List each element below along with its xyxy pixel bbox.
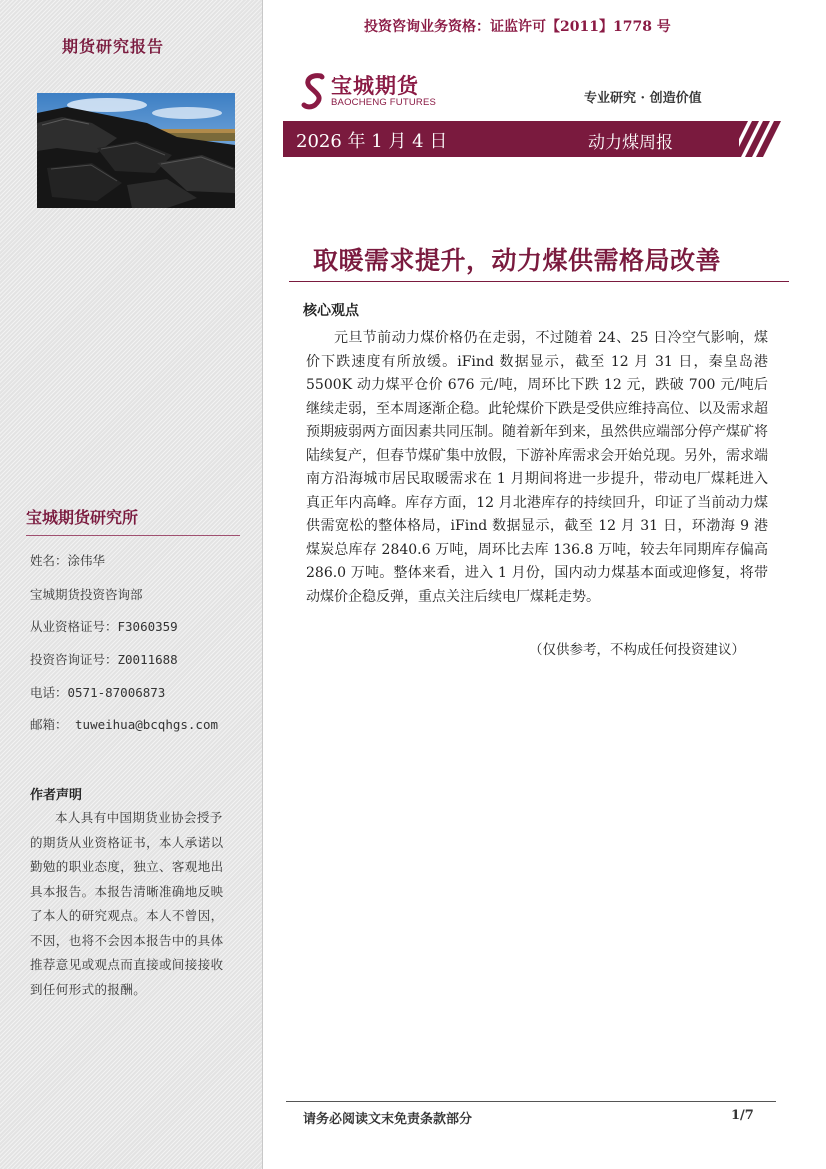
qualification-number: 从业资格证号：F3060359 bbox=[30, 619, 178, 634]
license-line: 投资咨询业务资格：证监许可【2011】1778 号 bbox=[364, 19, 671, 35]
analyst-name: 姓名：涂伟华 bbox=[30, 553, 106, 568]
report-type-label: 期货研究报告 bbox=[62, 37, 165, 56]
headline: 取暖需求提升，动力煤供需格局改善 bbox=[313, 246, 722, 275]
headline-divider bbox=[289, 281, 789, 282]
analyst-department: 宝城期货投资咨询部 bbox=[30, 587, 143, 602]
consulting-number: 投资咨询证号：Z0011688 bbox=[30, 652, 178, 667]
declaration-text: 本人具有中国期货业协会授予的期货从业资格证书，本人承诺以勤勉的职业态度，独立、客观地出具本报告。本报告清晰准确地反映了本人的研究观点。本人不曾因，不因，也将不会因本报告中的具体推荐意见或观点而直接或间接接收到任何形式的报酬。 bbox=[30, 810, 224, 997]
report-name: 动力煤周报 bbox=[588, 133, 673, 153]
slogan: 专业研究 · 创造价值 bbox=[584, 91, 702, 106]
section-title: 核心观点 bbox=[303, 303, 359, 319]
declaration-title: 作者声明 bbox=[30, 788, 83, 803]
baocheng-logo-icon bbox=[301, 72, 327, 110]
report-date: 2026 年 1 月 4 日 bbox=[296, 131, 448, 152]
page-number: 1/7 bbox=[731, 1108, 754, 1123]
institute-name: 宝城期货研究所 bbox=[26, 508, 139, 527]
core-view-paragraph: 元旦节前动力煤价格仍在走弱，不过随着 24、25 日冷空气影响，煤价下跌速度有所放缓。iFind 数据显示，截至 12 月 31 日，秦皇岛港 5500K 动力煤平仓价 676 元/吨，周环比下跌 12 元，跌破 700 元/吨后继续走弱，至本周逐渐企稳。此轮煤价下跌是受供应维持高位、以及需求超预期疲弱两方面因素共同压制。随着新年到来，虽然供应端部分停产煤矿将陆续复产，但春节煤矿集中放假，下游补库需求会开始兑现。另外，需求端南方沿海城市居民取暖需求在 1 月期间将进一步提升，带动电厂煤耗进入真正年内高峰。库存方面，12 月北港库存的持续回升，印证了当前动力煤供需宽松的整体格局，iFind 数据显示，截至 12 月 31 日，环渤海 9 港煤炭总库存 2840.6 万吨，周环比去库 136.8 万吨，较去年同期库存偏高 286.0 万吨。整体来看，进入 1 月份，国内动力煤基本面或迎修复，将带动煤价企稳反弹，重点关注后续电厂煤耗走势。 bbox=[306, 330, 768, 605]
analyst-phone: 电话：0571-87006873 bbox=[30, 685, 166, 700]
banner-stripes-icon bbox=[722, 121, 788, 157]
logo-text: 宝城期货 bbox=[331, 74, 419, 98]
sidebar bbox=[0, 0, 263, 1169]
analyst-email: 邮箱： tuweihua@bcqhgs.com bbox=[30, 717, 219, 732]
footer-notice: 请务必阅读文末免责条款部分 bbox=[303, 1112, 473, 1127]
footer-divider bbox=[286, 1101, 776, 1102]
disclaimer-note: （仅供参考，不构成任何投资建议） bbox=[529, 642, 745, 658]
logo-english: BAOCHENG FUTURES bbox=[331, 97, 437, 108]
coal-photo bbox=[37, 93, 235, 208]
institute-divider bbox=[26, 535, 240, 536]
